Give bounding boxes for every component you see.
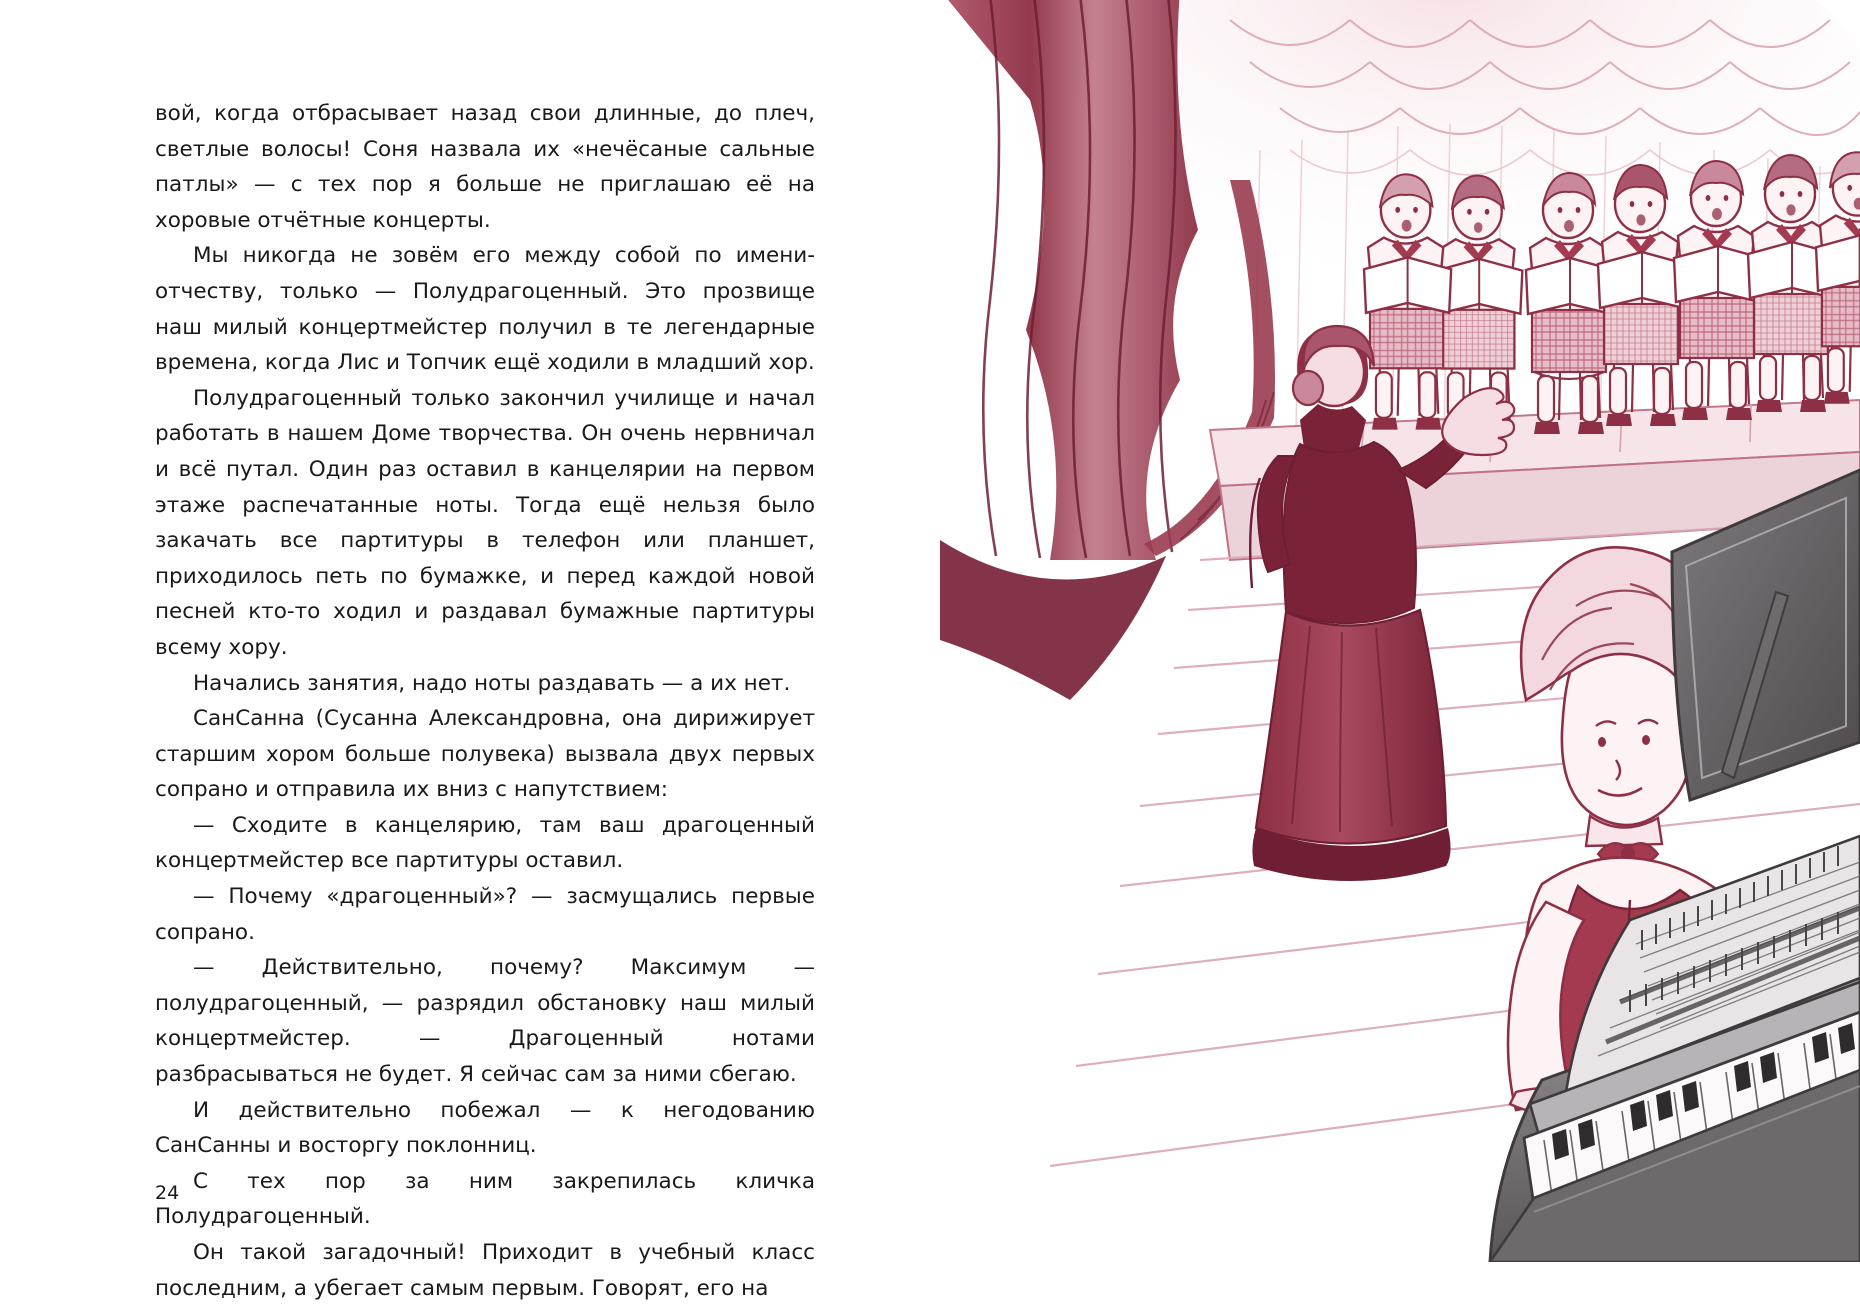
paragraph: Полудрагоценный только закончил училище и начал работать в нашем Доме творчества. Он очень нервничал и всё путал. Один раз оставил в канцелярии на первом этаже распечатанные ноты. Тогда ещё нельзя было закачать все партитуры в телефон или планшет, приходилось петь по бумажке, и перед каждой новой песней кто-то ходил и раздавал бумажные партитуры всему хору.	[155, 385, 815, 660]
paragraph: Мы никогда не зовём его между собой по имени-отчеству, только — Полудрагоценный. Это прозвище наш милый концертмейстер получил в те легендарные времена, когда Лис и Топчик ещё ходили в младший хор.	[155, 243, 815, 376]
paragraph: И действительно побежал — к негодованию СанСанны и восторгу поклонниц.	[155, 1097, 815, 1159]
choir-concert-illustration	[930, 0, 1860, 1262]
paragraph: — Сходите в канцелярию, там ваш драгоценный концертмейстер все партитуры оставил.	[155, 812, 815, 874]
paragraph: СанСанна (Сусанна Александровна, она дирижирует старшим хором больше полувека) вызвала двух первых сопрано и отправила их вниз с напутствием:	[155, 706, 815, 803]
paragraph: Он такой загадочный! Приходит в учебный класс последним, а убегает самым первым. Говорят, его на	[155, 1240, 815, 1301]
paragraph: вой, когда отбрасывает назад свои длинные, до плеч, светлые волосы! Соня назвала их «нечёсаные сальные патлы» — с тех пор я больше не приглашаю её на хоровые отчётные концерты.	[155, 101, 815, 233]
paragraph: С тех пор за ним закрепилась кличка Полудрагоценный.	[155, 1168, 815, 1230]
page-number: 24	[155, 1182, 180, 1204]
left-text-page	[0, 0, 930, 1301]
body-text-block	[155, 96, 815, 1306]
paragraph: — Действительно, почему? Максимум — полудрагоценный, — разрядил обстановку наш милый концертмейстер. — Драгоценный нотами разбрасываться не будет. Я сейчас сам за ними сбегаю.	[155, 955, 815, 1088]
paragraph: Начались занятия, надо ноты раздавать — а их нет.	[193, 670, 791, 696]
paragraph: — Почему «драгоценный»? — засмущались первые сопрано.	[155, 884, 815, 945]
right-illustration-page	[930, 0, 1860, 1262]
